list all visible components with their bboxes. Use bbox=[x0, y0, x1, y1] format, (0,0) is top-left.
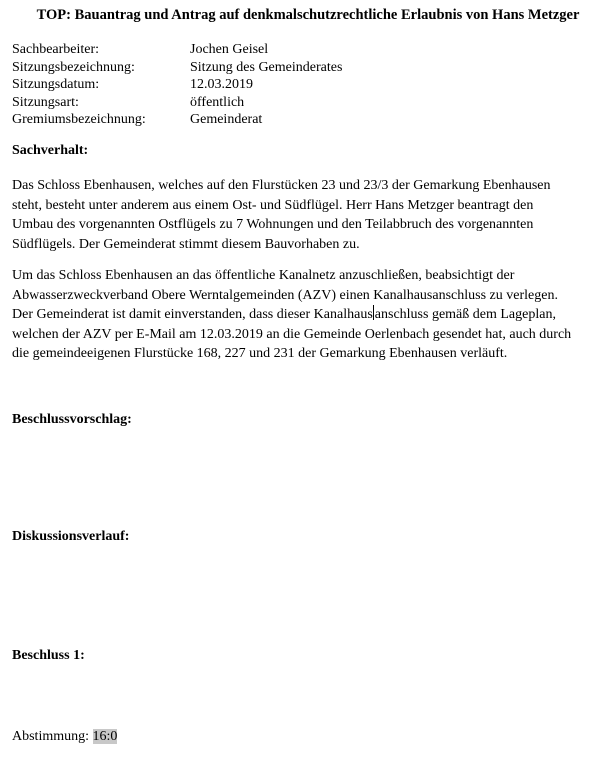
meta-value: öffentlich bbox=[190, 94, 245, 110]
meta-key: Sitzungsbezeichnung: bbox=[12, 59, 135, 75]
meta-value: Sitzung des Gemeinderates bbox=[190, 59, 343, 75]
abstimmung-value[interactable]: 16:0 bbox=[92, 729, 118, 744]
meta-key: Sitzungsart: bbox=[12, 94, 79, 110]
document-title: TOP: Bauantrag und Antrag auf denkmalschutzrechtliche Erlaubnis von Hans Metzger bbox=[36, 7, 580, 23]
beschlussvorschlag-heading: Beschlussvorschlag: bbox=[12, 412, 132, 427]
meta-row-sitzungsart bbox=[12, 94, 342, 112]
sachverhalt-paragraph-2[interactable] bbox=[12, 266, 610, 364]
meta-row-sachbearbeiter bbox=[12, 41, 342, 59]
text-line: Das Schloss Ebenhausen, welches auf den Flurstücken 23 und 23/3 der Gemarkung Ebenhausen bbox=[12, 178, 551, 193]
text-line: die gemeindeeigenen Flurstücke 168, 227 und 231 der Gemarkung Ebenhausen verläuft. bbox=[12, 346, 508, 362]
abstimmung bbox=[12, 729, 117, 745]
meta-key: Sitzungsdatum: bbox=[12, 77, 100, 92]
meta-key: Gremiumsbezeichnung: bbox=[12, 112, 146, 127]
abstimmung-label: Abstimmung: bbox=[12, 729, 93, 744]
beschluss-heading: Beschluss 1: bbox=[12, 648, 85, 663]
meta-key: Sachbearbeiter: bbox=[12, 42, 100, 57]
sachverhalt-heading: Sachverhalt: bbox=[12, 143, 89, 158]
text-line: welchen der AZV per E-Mail am 12.03.2019 an die Gemeinde Oerlenbach gesendet hat, auch durch bbox=[12, 326, 572, 342]
meta-row-sitzungsdatum bbox=[12, 76, 342, 94]
text-line: Umbau des vorgenannten Ostflügels zu 7 Wohnungen und den Teilabbruch des vorgenannten bbox=[12, 217, 534, 233]
text-after-caret: anschluss gemäß dem Lageplan, bbox=[374, 307, 556, 323]
meta-value: Gemeinderat bbox=[190, 112, 263, 127]
text-line: steht, besteht unter anderem aus einem Ost- und Südflügel. Herr Hans Metzger beantragt den bbox=[12, 197, 534, 213]
meta-row-gremiumsbezeichnung bbox=[12, 111, 342, 129]
meta-value: 12.03.2019 bbox=[190, 77, 253, 92]
meta-table bbox=[12, 41, 342, 129]
text-line: Abwasserzweckverband Obere Werntalgemeinden (AZV) einen Kanalhausanschluss zu verlegen. bbox=[12, 287, 558, 303]
text-line-with-caret bbox=[12, 305, 610, 325]
diskussionsverlauf-heading: Diskussionsverlauf: bbox=[12, 529, 130, 544]
text-before-caret: Der Gemeinderat ist damit einverstanden, dass dieser Kanalhaus bbox=[12, 307, 373, 323]
meta-row-sitzungsbezeichnung bbox=[12, 59, 342, 77]
text-line: Südflügels. Der Gemeinderat stimmt diesem Bauvorhaben zu. bbox=[12, 236, 360, 252]
text-line: Um das Schloss Ebenhausen an das öffentliche Kanalnetz anzuschließen, beabsichtigt der bbox=[12, 268, 515, 283]
sachverhalt-paragraph-1[interactable] bbox=[12, 176, 610, 254]
meta-value: Jochen Geisel bbox=[190, 42, 269, 57]
